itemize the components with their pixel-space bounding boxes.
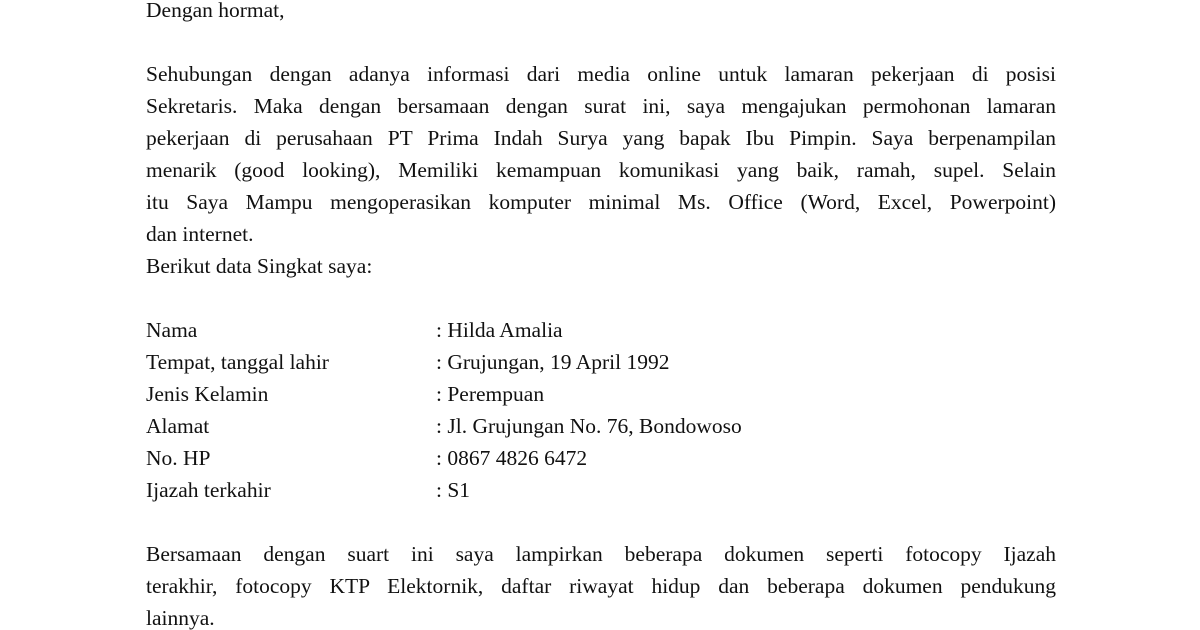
data-label: Nama [146,318,198,342]
data-row-education [146,474,1056,506]
data-value: : Hilda Amalia [436,318,563,342]
paragraph-line: itu Saya Mampu mengoperasikan komputer minimal Ms. Office (Word, Excel, Powerpoint) [146,190,1056,214]
personal-data-table [146,314,1056,506]
paragraph-line: pekerjaan di perusahaan PT Prima Indah Surya yang bapak Ibu Pimpin. Saya berpenampilan [146,126,1056,150]
spacer [146,26,1056,58]
data-row-address [146,410,1056,442]
paragraph-line: lainnya. [146,606,215,630]
data-label: Jenis Kelamin [146,382,269,406]
data-heading: Berikut data Singkat saya: [146,254,373,278]
data-label: Ijazah terkahir [146,478,271,502]
data-label: No. HP [146,446,211,470]
data-value: : Perempuan [436,382,545,406]
paragraph-line: Sehubungan dengan adanya informasi dari media online untuk lamaran pekerjaan di posisi [146,62,1056,86]
intro-paragraph [146,58,1056,250]
data-value: : Jl. Grujungan No. 76, Bondowoso [436,414,742,438]
letter-body [146,0,1056,630]
spacer [146,506,1056,538]
data-label: Alamat [146,414,210,438]
data-row-birth [146,346,1056,378]
data-value: : Grujungan, 19 April 1992 [436,350,670,374]
data-value: : S1 [436,478,471,502]
data-label: Tempat, tanggal lahir [146,350,329,374]
data-value: : 0867 4826 6472 [436,446,588,470]
paragraph-line: terakhir, fotocopy KTP Elektornik, daftar riwayat hidup dan beberapa dokumen pendukung [146,574,1056,598]
data-row-nama [146,314,1056,346]
data-row-phone [146,442,1056,474]
paragraph-line: menarik (good looking), Memiliki kemampuan komunikasi yang baik, ramah, supel. Selain [146,158,1056,182]
data-row-gender [146,378,1056,410]
paragraph-line: Sekretaris. Maka dengan bersamaan dengan surat ini, saya mengajukan permohonan lamaran [146,94,1056,118]
paragraph-line: Bersamaan dengan suart ini saya lampirkan beberapa dokumen seperti fotocopy Ijazah [146,542,1056,566]
salutation: Dengan hormat, [146,0,285,22]
paragraph-line: dan internet. [146,222,254,246]
spacer [146,282,1056,314]
closing-paragraph [146,538,1056,630]
